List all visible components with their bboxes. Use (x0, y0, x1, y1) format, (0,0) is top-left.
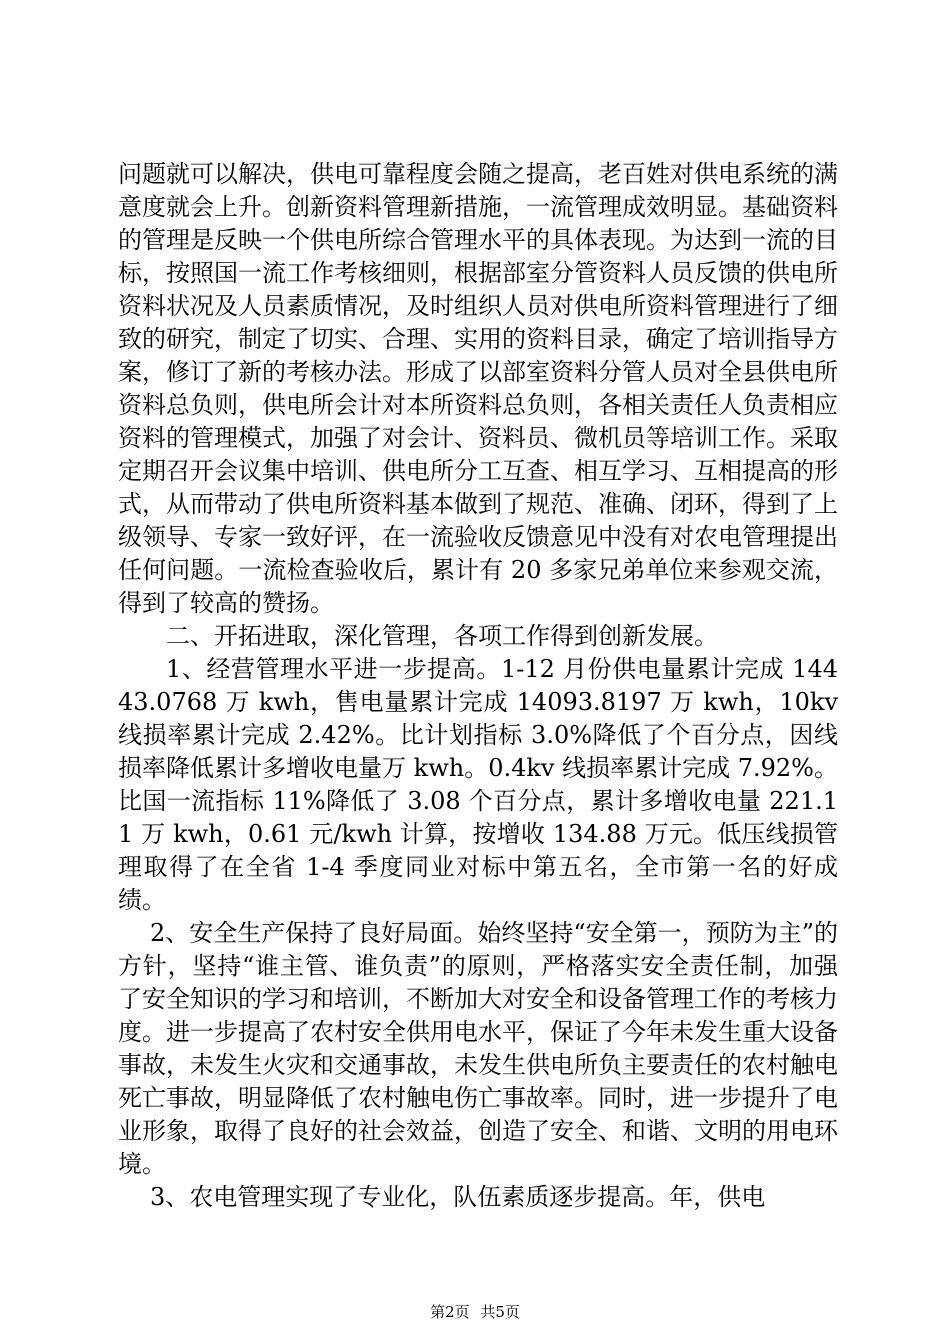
page-footer (0, 1302, 950, 1322)
paragraph-safety-production: 2、安全生产保持了良好局面。始终坚持“安全第一，预防为主”的方针，坚持“谁主管、谁负责”的原则，严格落实安全责任制，加强了安全知识的学习和培训，不断加大对安全和设备管理工作的考核力度。进一步提高了农村安全供用电水平，保证了今年未发生重大设备事故，未发生火灾和交通事故，未发生供电所负主要责任的农村触电死亡事故，明显降低了农村触电伤亡事故率。同时，进一步提升了电业形象，取得了良好的社会效益，创造了安全、和谐、文明的用电环境。 (118, 919, 838, 1178)
paragraph-rural-power-management: 3、农电管理实现了专业化，队伍素质逐步提高。年，供电 (150, 1183, 766, 1211)
page-total: 共5页 (480, 1303, 520, 1321)
paragraph-resource-management: 问题就可以解决，供电可靠程度会随之提高，老百姓对供电系统的满意度就会上升。创新资料管理新措施，一流管理成效明显。基础资料的管理是反映一个供电所综合管理水平的具体表现。为达到一流的目标，按照国一流工作考核细则，根据部室分管资料人员反馈的供电所资料状况及人员素质情况，及时组织人员对供电所资料管理进行了细致的研究，制定了切实、合理、实用的资料目录，确定了培训指导方案，修订了新的考核办法。形成了以部室资料分管人员对全县供电所资料总负则，供电所会计对本所资料总负则，各相关责任人负责相应资料的管理模式，加强了对会计、资料员、微机员等培训工作。采取定期召开会议集中培训、供电所分工互查、相互学习、互相提高的形式，从而带动了供电所资料基本做到了规范、准确、闭环，得到了上级领导、专家一致好评，在一流验收反馈意见中没有对农电管理提出任何问题。一流检查验收后，累计有 20 多家兄弟单位来参观交流，得到了较高的赞扬。 (118, 160, 838, 617)
page-number: 第2页 (430, 1303, 470, 1321)
body-text (118, 158, 838, 1214)
paragraph-operations-management: 1、经营管理水平进一步提高。1-12 月份供电量累计完成 14443.0768 万 kwh，售电量累计完成 14093.8197 万 kwh，10kv 线损率累计完成 2.42%。比计划指标 3.0%降低了个百分点，因线损率降低累计多增收电量万 kwh。0.4kv 线损率累计完成 7.92%。比国一流指标 11%降低了 3.08 个百分点，累计多增收电量 221.11 万 kwh，0.61 元/kwh 计算，按增收 134.88 万元。低压线损管理取得了在全省 1-4 季度同业对标中第五名，全市第一名的好成绩。 (118, 655, 838, 914)
section-heading-two: 二、开拓进取，深化管理，各项工作得到创新发展。 (166, 622, 718, 650)
